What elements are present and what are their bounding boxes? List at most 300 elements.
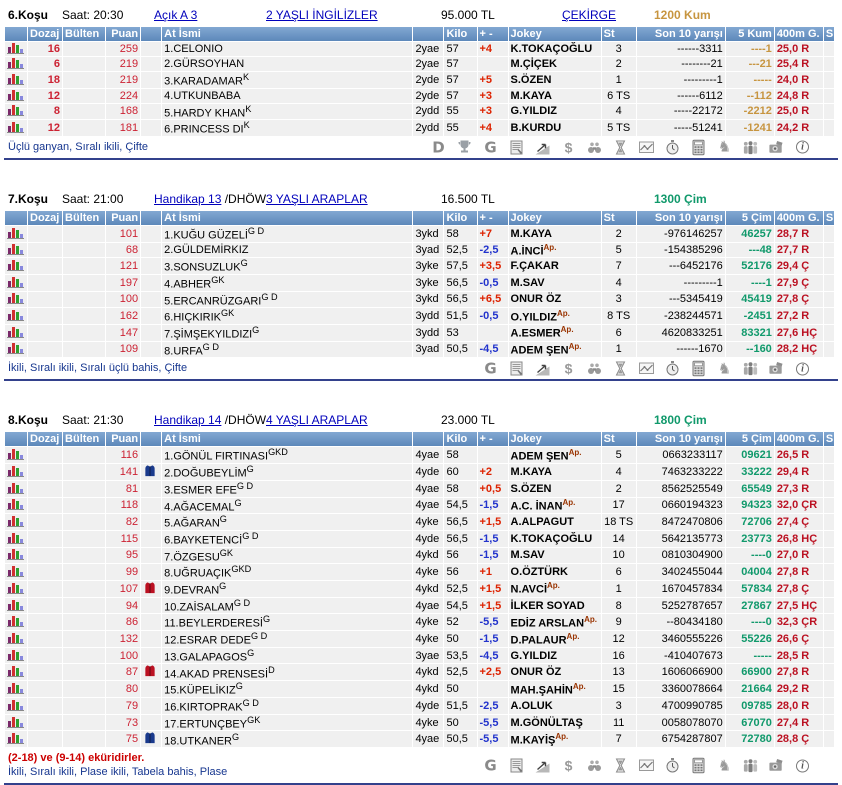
binoculars-icon[interactable] (585, 757, 604, 774)
race-condition (154, 192, 266, 206)
age-cell: 4yde (413, 698, 443, 714)
horse-name: 13.GALAPAGOS (164, 651, 248, 664)
kilo-cell: 55 (444, 104, 476, 120)
s-cell (824, 715, 834, 731)
stats-icon[interactable] (7, 292, 24, 304)
five-cell: 65549 (726, 481, 774, 497)
race-section (4, 190, 838, 381)
stats-icon[interactable] (7, 259, 24, 271)
horse-name-cell (162, 664, 412, 680)
silk-cell (141, 57, 161, 71)
jockey-cell (509, 648, 601, 664)
horse-name-cell (162, 648, 412, 664)
horse-name: 17.ERTUNÇBEY (164, 718, 248, 731)
horse-name-flags: GK (221, 308, 235, 319)
horse-name-flags: G D (247, 225, 265, 236)
bulten-cell (63, 681, 105, 697)
line-chart-icon[interactable] (637, 139, 656, 156)
people-icon[interactable] (741, 139, 760, 156)
stats-icon[interactable] (7, 565, 24, 577)
col-header-g400: 400m G. (775, 432, 823, 446)
horse-name-flags: G (240, 258, 248, 269)
stats-cell (5, 698, 27, 714)
col-header-s: S (825, 28, 834, 40)
trophy-icon[interactable] (455, 139, 474, 156)
horse-name-cell (162, 57, 412, 71)
bulten-cell (63, 72, 105, 88)
stats-icon[interactable] (7, 42, 24, 54)
five-cell: --160 (726, 342, 774, 358)
race-footer (4, 358, 838, 381)
race-group-link[interactable]: 3 YAŞLI ARAPLAR (266, 191, 368, 206)
puan-cell: 68 (106, 243, 140, 258)
col-header-five: 5 Kum (726, 27, 774, 41)
bulten-cell (63, 275, 105, 291)
stats-cell (5, 564, 27, 580)
stats-icon[interactable] (7, 73, 24, 85)
stats-icon[interactable] (7, 342, 24, 354)
table-row (5, 72, 834, 88)
son10-cell: 0663233117 (637, 447, 725, 463)
silk-cell (141, 120, 161, 136)
g400-cell: 25,4 R (775, 57, 823, 71)
horse-icon[interactable]: ♞ (717, 359, 732, 378)
five-cell: 45419 (726, 292, 774, 308)
stopwatch-icon[interactable] (663, 139, 682, 156)
horse-name: 15.KÜPELİKIZ (164, 685, 236, 698)
dozaj-cell (28, 308, 62, 324)
race-condition (154, 8, 197, 22)
g-icon[interactable]: G (484, 138, 497, 157)
g400-cell: 27,0 R (775, 548, 823, 564)
binoculars-icon[interactable] (585, 139, 604, 156)
pm-cell: +7 (478, 226, 508, 242)
stats-icon[interactable] (7, 465, 24, 477)
stats-icon[interactable] (7, 615, 24, 627)
s-cell (824, 72, 834, 88)
puan-cell: 259 (106, 42, 140, 56)
stats-icon[interactable] (7, 89, 24, 101)
table-row (5, 325, 834, 341)
age-cell: 4ykd (413, 581, 443, 597)
st-cell: 1 (602, 72, 636, 88)
col-header-age (413, 432, 443, 446)
g400-cell: 24,2 R (775, 120, 823, 136)
stats-cell (5, 581, 27, 597)
table-row (5, 581, 834, 597)
age-cell: 4ykd (413, 681, 443, 697)
horse-name-cell (162, 514, 412, 530)
s-cell (824, 120, 834, 136)
horse-name: 1.KUĞU GÜZELİ (164, 229, 248, 242)
col-header-jokey: Jokey (509, 27, 601, 41)
pm-cell: +4 (478, 120, 508, 136)
race-condition-link[interactable]: Handikap 13 (154, 191, 222, 206)
horses-body (5, 42, 834, 136)
race-group-link[interactable]: 4 YAŞLI ARAPLAR (266, 413, 368, 428)
binoculars-icon[interactable] (585, 360, 604, 377)
form-sheet-icon[interactable] (507, 757, 526, 774)
people-icon[interactable] (741, 360, 760, 377)
jockey-cell (509, 72, 601, 88)
silk-cell (141, 325, 161, 341)
stats-icon[interactable] (7, 276, 24, 288)
g400-cell: 27,4 Ç (775, 514, 823, 530)
race-title-bar (4, 6, 838, 26)
horse-icon[interactable]: ♞ (717, 137, 732, 156)
jockey-name: ADEM ŞEN (510, 450, 569, 463)
race-footer (4, 748, 838, 785)
pm-cell: +5 (478, 72, 508, 88)
pm-cell: -0,5 (478, 308, 508, 324)
stats-icon[interactable] (7, 104, 24, 116)
jockey-cell (509, 481, 601, 497)
five-cell: 66900 (726, 664, 774, 680)
horse-name-flags: G D (242, 530, 259, 541)
stats-icon[interactable] (7, 532, 24, 544)
bulten-cell (63, 648, 105, 664)
table-row (5, 631, 834, 647)
race-condition (154, 413, 266, 427)
calculator-icon[interactable] (689, 757, 708, 774)
st-cell: 3 (602, 42, 636, 56)
dozaj-cell (28, 614, 62, 630)
silk-cell (141, 514, 161, 530)
stats-icon[interactable] (7, 326, 24, 338)
dozaj-cell (28, 226, 62, 242)
stopwatch-icon[interactable] (663, 757, 682, 774)
dozaj-cell: 8 (28, 104, 62, 120)
form-sheet-icon[interactable] (507, 360, 526, 377)
table-row (5, 664, 834, 680)
horses-table (4, 26, 835, 137)
col-header-jokey: Jokey (509, 432, 601, 446)
race-section (4, 6, 838, 160)
g400-cell: 28,8 Ç (775, 731, 823, 747)
dozaj-cell (28, 464, 62, 480)
stats-icon[interactable] (7, 448, 24, 460)
horse-name-cell (162, 581, 412, 597)
col-header-at_ismi: At İsmi (162, 432, 412, 446)
jockey-silk-icon (143, 464, 157, 477)
race-title-bar (4, 190, 838, 210)
age-cell: 4yke (413, 564, 443, 580)
age-cell: 4yae (413, 498, 443, 514)
stats-icon[interactable] (7, 515, 24, 527)
col-header-age (413, 211, 443, 225)
horse-name-flags: K (243, 120, 250, 131)
horse-name-flags: G (252, 324, 260, 335)
horse-name-cell (162, 325, 412, 341)
stats-cell (5, 481, 27, 497)
stats-cell (5, 731, 27, 747)
g400-cell: 28,5 R (775, 648, 823, 664)
st-cell: 14 (602, 531, 636, 547)
col-header-son10: Son 10 yarışı (637, 432, 725, 446)
table-row (5, 308, 834, 324)
silk-cell (141, 464, 161, 480)
horse-name-flags: G (246, 464, 254, 475)
bet-types: Üçlü ganyan, Sıralı ikili, Çifte (8, 140, 148, 153)
calculator-icon[interactable] (689, 360, 708, 377)
dozaj-cell (28, 715, 62, 731)
table-row (5, 548, 834, 564)
info-icon[interactable]: i (793, 360, 812, 377)
stats-icon[interactable] (7, 121, 24, 133)
stats-icon[interactable] (7, 599, 24, 611)
dollar-icon[interactable]: $ (564, 360, 573, 377)
st-cell: 5 (602, 243, 636, 258)
g400-cell: 28,7 R (775, 226, 823, 242)
s-cell (824, 631, 834, 647)
kilo-cell: 57 (444, 72, 476, 88)
jockey-cell (509, 564, 601, 580)
dozaj-cell: 18 (28, 72, 62, 88)
calculator-icon[interactable] (689, 139, 708, 156)
hourglass-icon[interactable] (611, 757, 630, 774)
age-cell: 4yde (413, 531, 443, 547)
g-icon[interactable]: G (484, 359, 497, 378)
bulten-cell (63, 564, 105, 580)
jockey-cell (509, 681, 601, 697)
col-header-son10: Son 10 yarışı (637, 211, 725, 225)
hourglass-icon[interactable] (611, 360, 630, 377)
five-cell: ----- (726, 648, 774, 664)
jockey-name: G.YILDIZ (510, 649, 557, 662)
horse-name: 6.BAYKETENCİ (164, 534, 243, 547)
jockey-name: A.ALPAGUT (510, 516, 574, 529)
pm-cell: -5,5 (478, 614, 508, 630)
g400-cell: 32,3 ÇR (775, 614, 823, 630)
stats-icon[interactable] (7, 649, 24, 661)
silk-cell (141, 548, 161, 564)
pm-cell: +4 (478, 42, 508, 56)
form-sheet-icon[interactable] (507, 139, 526, 156)
kilo-cell: 56,5 (444, 514, 476, 530)
g400-cell: 26,8 HÇ (775, 531, 823, 547)
jockey-cell (509, 698, 601, 714)
pm-cell: +1,5 (478, 598, 508, 614)
puan-cell: 132 (106, 631, 140, 647)
stats-icon[interactable] (7, 498, 24, 510)
stats-cell (5, 104, 27, 120)
stopwatch-icon[interactable] (663, 360, 682, 377)
jockey-name: A.İNCİ (510, 245, 544, 258)
col-header-son10: Son 10 yarışı (637, 27, 725, 41)
horse-name: 18.UTKANER (164, 735, 232, 748)
horse-icon[interactable]: ♞ (717, 756, 732, 775)
horse-name: 3.KARADAMAR (164, 75, 243, 88)
people-icon[interactable] (741, 757, 760, 774)
five-cell: 46257 (726, 226, 774, 242)
jockey-name: G.YILDIZ (510, 105, 557, 118)
stats-icon[interactable] (7, 665, 24, 677)
jockey-name: M.KAYA (510, 465, 552, 478)
horse-name: 1.CELONIO (164, 43, 223, 55)
dozaj-cell (28, 648, 62, 664)
trend-arrow-icon[interactable] (533, 757, 552, 774)
table-row (5, 342, 834, 358)
col-header-silk (141, 27, 161, 41)
jockey-cell (509, 664, 601, 680)
jockey-cell (509, 631, 601, 647)
silk-cell (141, 342, 161, 358)
table-row (5, 120, 834, 136)
dollar-icon[interactable]: $ (564, 757, 573, 774)
table-row (5, 481, 834, 497)
bet-types: İkili, Sıralı ikili, Plase ikili, Tabela bahis, Plase (8, 766, 228, 779)
g400-cell: 29,4 Ç (775, 258, 823, 274)
five-cell: 67070 (726, 715, 774, 731)
g400-cell: 27,7 R (775, 243, 823, 258)
horse-name-flags: G (219, 580, 227, 591)
horse-name: 8.URFA (164, 345, 203, 358)
dozaj-cell (28, 498, 62, 514)
horse-name-flags: K (243, 72, 250, 82)
stats-icon[interactable] (7, 57, 24, 69)
s-cell (824, 243, 834, 258)
dollar-icon[interactable]: $ (564, 139, 573, 156)
horse-name-flags: G D (250, 631, 268, 642)
race-title-bar (4, 411, 838, 431)
pm-cell: +3,5 (478, 258, 508, 274)
stats-cell (5, 614, 27, 630)
son10-cell: -----22172 (637, 104, 725, 120)
horse-name-flags: GKD (231, 564, 252, 575)
jockey-name: A.ESMER (510, 328, 561, 341)
stats-icon[interactable] (7, 732, 24, 744)
stats-icon[interactable] (7, 227, 24, 239)
trend-arrow-icon[interactable] (533, 360, 552, 377)
pm-cell (478, 57, 508, 71)
horse-name-flags: D (268, 664, 275, 675)
race-condition-link[interactable]: Açık A 3 (154, 8, 198, 22)
stats-icon[interactable] (7, 482, 24, 494)
pm-cell: +6,5 (478, 292, 508, 308)
age-cell: 4yke (413, 631, 443, 647)
apprentice-flag: Ap. (560, 325, 574, 335)
stats-icon[interactable] (7, 699, 24, 711)
g400-cell: 32,0 ÇR (775, 498, 823, 514)
stats-icon[interactable] (7, 632, 24, 644)
jockey-name: F.ÇAKAR (510, 260, 559, 273)
line-chart-icon[interactable] (637, 360, 656, 377)
son10-cell: 5252787657 (637, 598, 725, 614)
horse-name: 5.HARDY KHAN (164, 107, 246, 120)
horse-name: 5.ERCANRÜZGARI (164, 295, 262, 308)
son10-cell: 8472470806 (637, 514, 725, 530)
horse-name-cell (162, 548, 412, 564)
jockey-name: M.KAYA (510, 89, 552, 102)
trend-arrow-icon[interactable] (533, 139, 552, 156)
horse-name-cell (162, 481, 412, 497)
s-cell (824, 498, 834, 514)
pm-cell: -1,5 (478, 631, 508, 647)
info-icon[interactable]: i (793, 757, 812, 774)
camera-icon[interactable] (767, 757, 786, 774)
pm-cell: -4,5 (478, 648, 508, 664)
silk-cell (141, 648, 161, 664)
col-header-puan: Puan (106, 27, 140, 41)
horses-body (5, 447, 834, 747)
jockey-cell (509, 464, 601, 480)
s-cell (824, 258, 834, 274)
jockey-name: M.SAV (510, 549, 545, 562)
stats-icon[interactable] (7, 309, 24, 321)
kilo-cell: 58 (444, 226, 476, 242)
age-cell: 3yad (413, 243, 443, 258)
kilo-cell: 51,5 (444, 698, 476, 714)
stats-icon[interactable] (7, 243, 24, 255)
dozaj-cell (28, 514, 62, 530)
s-cell (824, 731, 834, 747)
st-cell: 13 (602, 664, 636, 680)
horse-name-flags: G (232, 731, 240, 742)
col-header-puan: Puan (106, 432, 140, 446)
race-condition-link[interactable]: Handikap 14 (154, 413, 222, 428)
bet-types: İkili, Sıralı ikili, Sıralı üçlü bahis, Çifte (8, 362, 188, 375)
stats-icon[interactable] (7, 682, 24, 694)
jockey-cell (509, 243, 601, 258)
dozaj-cell (28, 447, 62, 463)
bulten-cell (63, 42, 105, 56)
st-cell: 7 (602, 731, 636, 747)
pm-cell: -1,5 (478, 548, 508, 564)
col-header-silk (141, 432, 161, 446)
info-icon[interactable]: i (793, 139, 812, 156)
hourglass-icon[interactable] (611, 139, 630, 156)
g400-cell: 27,8 Ç (775, 581, 823, 597)
s-cell (824, 342, 834, 358)
kilo-cell: 58 (444, 481, 476, 497)
s-cell (824, 325, 834, 341)
stats-icon[interactable] (7, 582, 24, 594)
col-header-at_ismi: At İsmi (162, 211, 412, 225)
puan-cell: 99 (106, 564, 140, 580)
race-footer (4, 137, 838, 160)
camera-icon[interactable] (767, 360, 786, 377)
d-icon[interactable]: D (432, 138, 445, 157)
race-group-link[interactable]: 2 YAŞLI İNGİLİZLER (266, 8, 378, 22)
son10-cell: 3360078664 (637, 681, 725, 697)
puan-cell: 168 (106, 104, 140, 120)
camera-icon[interactable] (767, 139, 786, 156)
col-header-bulten: Bülten (63, 211, 105, 225)
hippodrome-link[interactable]: ÇEKİRGE (562, 8, 617, 22)
five-cell: 27867 (726, 598, 774, 614)
silk-cell (141, 498, 161, 514)
bulten-cell (63, 715, 105, 731)
g400-cell: 25,0 R (775, 104, 823, 120)
s-cell (824, 42, 834, 56)
five-cell: ----1 (726, 275, 774, 291)
g-icon[interactable]: G (484, 756, 497, 775)
stats-icon[interactable] (7, 716, 24, 728)
race-condition-suffix: /DHÖW (221, 191, 267, 206)
horse-name-cell (162, 614, 412, 630)
son10-cell: 3402455044 (637, 564, 725, 580)
kilo-cell: 57 (444, 42, 476, 56)
jockey-cell (509, 42, 601, 56)
line-chart-icon[interactable] (637, 757, 656, 774)
stats-icon[interactable] (7, 548, 24, 560)
st-cell: 4 (602, 275, 636, 291)
stats-cell (5, 258, 27, 274)
jockey-cell (509, 275, 601, 291)
table-row (5, 681, 834, 697)
son10-cell: 4620833251 (637, 325, 725, 341)
age-cell: 3yke (413, 275, 443, 291)
